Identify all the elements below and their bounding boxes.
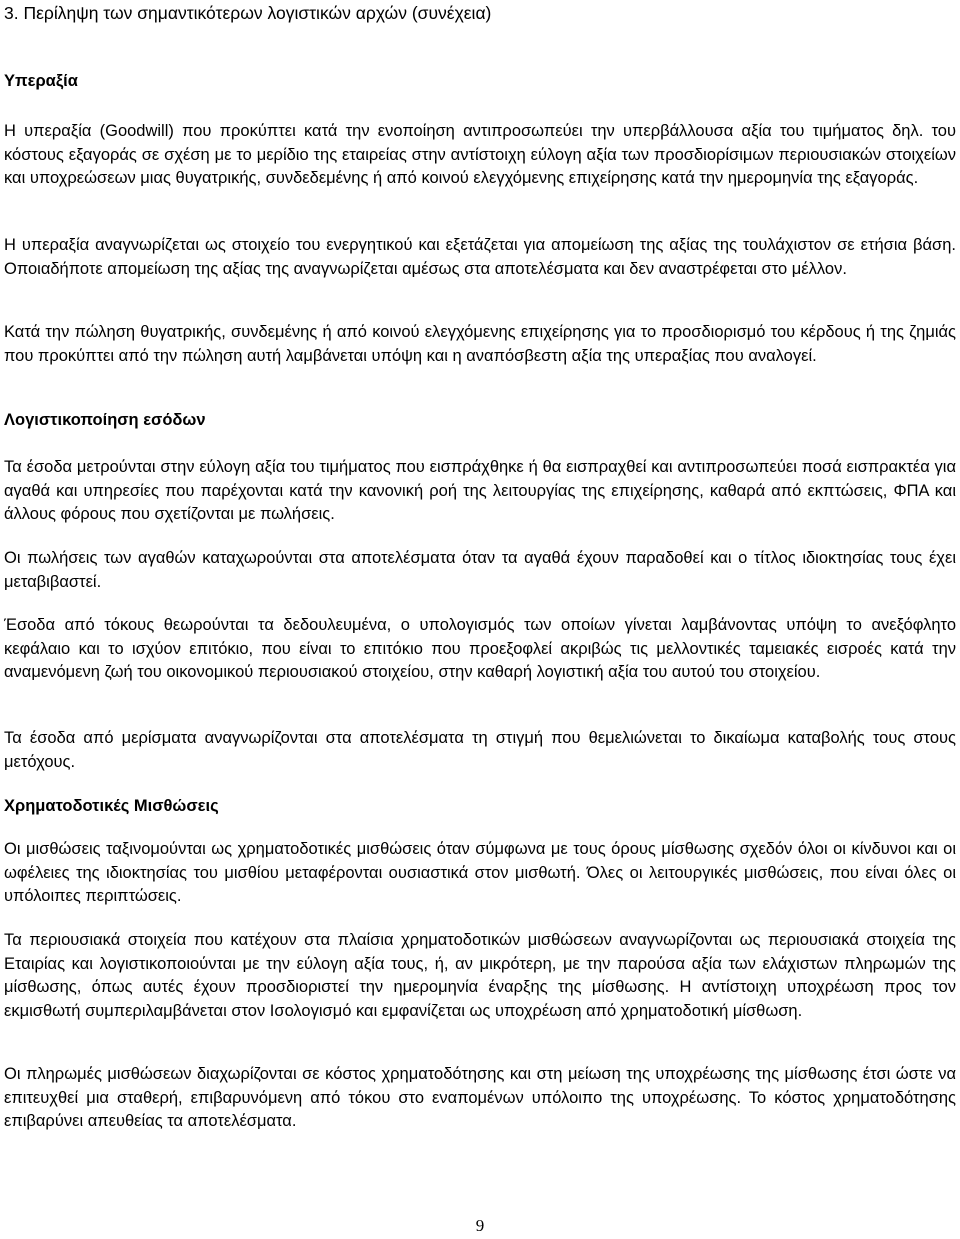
section-title-goodwill: Υπεραξία [4,72,78,90]
section-title-leases: Χρηματοδοτικές Μισθώσεις [4,797,219,815]
paragraph-goodwill-disposal: Κατά την πώληση θυγατρικής, συνδεμένης ή από κοινού ελεγχόμενης επιχείρησης για το προσδιορισμό του κέρδους ή της ζημιάς που προκύπτει από την πώληση αυτή λαμβάνεται υπόψη και η αναπόσβεστη αξία της υπεραξίας που αναλογεί. [4,323,956,365]
paragraph-revenue-measurement: Τα έσοδα μετρούνται στην εύλογη αξία του τιμήματος που εισπράχθηκε ή θα εισπραχθεί και αντιπροσωπεύει ποσά εισπρακτέα για αγαθά και υπηρεσίες που παρέχονται κατά την κανονική ροή της λειτουργίας της επιχείρησης, καθαρά από εκπτώσεις, ΦΠΑ και άλλους φόρους που σχετίζονται με πωλήσεις. [4,458,956,523]
paragraph-goodwill-impairment: Η υπεραξία αναγνωρίζεται ως στοιχείο του ενεργητικού και εξετάζεται για απομείωση της αξίας της τουλάχιστον σε ετήσια βάση. Οποιαδήποτε απομείωση της αξίας της αναγνωρίζεται αμέσως στα αποτελέσματα και δεν αναστρέφεται στο μέλλον. [4,236,956,278]
page-number: 9 [475,1216,485,1235]
page-heading: 3. Περίληψη των σημαντικότερων λογιστικών αρχών (συνέχεια) [4,3,492,23]
paragraph-leases-payments: Οι πληρωμές μισθώσεων διαχωρίζονται σε κόστος χρηματοδότησης και στη μείωση της υποχρέωσης της μίσθωσης έτσι ώστε να επιτευχθεί μια σταθερή, επιβαρυνόμενη από τόκου στο εναπομένων υπόλοιπο της υποχρέωσης. Το κόστος χρηματοδότησης επιβαρύνει απευθείας τα αποτελέσματα. [4,1065,956,1130]
paragraph-leases-classification: Οι μισθώσεις ταξινομούνται ως χρηματοδοτικές μισθώσεις όταν σύμφωνα με τους όρους μίσθωσης σχεδόν όλοι οι κίνδυνοι και οι ωφέλειες της ιδιοκτησίας του μισθίου μεταφέρονται ουσιαστικά στον μισθωτή. Όλες οι λειτουργικές μισθώσεις, που είναι όλες οι υπόλοιπες περιπτώσεις. [4,840,956,905]
paragraph-goodwill-definition: Η υπεραξία (Goodwill) που προκύπτει κατά την ενοποίηση αντιπροσωπεύει την υπερβάλλουσα αξία του τιμήματος δηλ. του κόστους εξαγοράς σε σχέση με το μερίδιο της εταιρείας στην αντίστοιχη εύλογη αξία των προσδιορίσιμων περιουσιακών στοιχείων και υποχρεώσεων μιας θυγατρικής, συνδεδεμένης ή από κοινού ελεγχόμενης επιχείρησης κατά την ημερομηνία της εξαγοράς. [4,122,956,187]
paragraph-leases-assets: Τα περιουσιακά στοιχεία που κατέχουν στα πλαίσια χρηματοδοτικών μισθώσεων αναγνωρίζονται ως περιουσιακά στοιχεία της Εταιρίας και λογιστικοποιούνται με την εύλογη αξία τους, ή, αν μικρότερη, με την παρούσα αξία των ελάχιστων πληρωμών της μίσθωσης, όπως αυτές έχουν προσδιοριστεί την ημερομηνία έναρξης της μίσθωσης. Η αντίστοιχη υποχρέωση προς τον εκμισθωτή συμπεριλαμβάνεται στον Ισολογισμό και εμφανίζεται ως υποχρέωση από χρηματοδοτική μίσθωση. [4,931,956,1020]
paragraph-revenue-dividends: Τα έσοδα από μερίσματα αναγνωρίζονται στα αποτελέσματα τη στιγμή που θεμελιώνεται το δικαίωμα καταβολής τους στους μετόχους. [4,729,956,771]
document-page [4,0,956,1239]
paragraph-revenue-sales: Οι πωλήσεις των αγαθών καταχωρούνται στα αποτελέσματα όταν τα αγαθά έχουν παραδοθεί και ο τίτλος ιδιοκτησίας τους έχει μεταβιβαστεί. [4,549,956,591]
section-title-revenue: Λογιστικοποίηση εσόδων [4,411,206,429]
paragraph-revenue-interest: Έσοδα από τόκους θεωρούνται τα δεδουλευμένα, ο υπολογισμός των οποίων γίνεται λαμβάνοντας υπόψη το ανεξόφλητο κεφάλαιο και το ισχύον επιτόκιο, που είναι το επιτόκιο που προεξοφλεί ακριβώς τις μελλοντικές ταμειακές εισροές κατά την αναμενόμενη ζωή του οικονομικού περιουσιακού στοιχείου, στην καθαρή λογιστική αξία του αυτού του στοιχείου. [4,616,956,681]
